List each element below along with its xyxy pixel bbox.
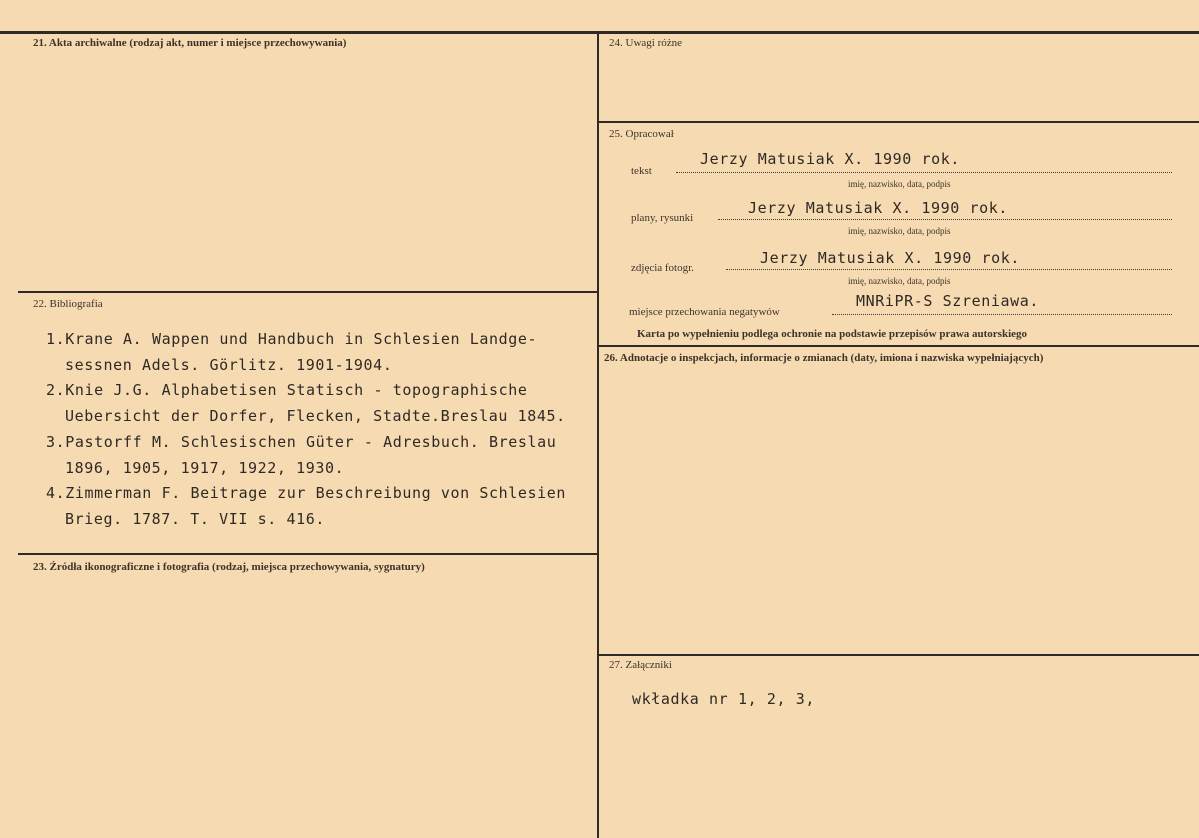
section-25-label: 25. Opracował [609,128,674,140]
tekst-line [676,172,1172,173]
bibliography-line: 4.Zimmerman F. Beitrage zur Beschreibung von Schlesien [46,484,567,503]
zdjecia-value: Jerzy Matusiak X. 1990 rok. [760,249,1021,267]
attachments-value: wkładka nr 1, 2, 3, [632,690,815,708]
bibliography-line: Brieg. 1787. T. VII s. 416. [65,509,326,528]
section-27-label: 27. Załączniki [609,659,672,671]
section-23-label: 23. Źródła ikonograficzne i fotografia (rodzaj, miejsca przechowywania, sygnatury) [33,561,425,573]
divider-24-25 [598,121,1199,123]
copyright-note: Karta po wypełnieniu podlega ochronie na podstawie przepisów prawa autorskiego [637,328,1028,340]
zdjecia-caption: imię, nazwisko, data, podpis [848,276,951,286]
negatywy-line [832,314,1172,315]
divider-26-27 [598,654,1199,656]
section-21-label: 21. Akta archiwalne (rodzaj akt, numer i miejsce przechowywania) [33,37,347,49]
bibliography-line: sessnen Adels. Görlitz. 1901-1904. [65,355,393,374]
top-border [0,31,1199,34]
plany-value: Jerzy Matusiak X. 1990 rok. [748,199,1009,217]
divider-22-23 [18,553,598,555]
negatywy-value: MNRiPR-S Szreniawa. [856,292,1039,310]
section-26-label: 26. Adnotacje o inspekcjach, informacje o zmianach (daty, imiona i nazwiska wypełniających) [604,352,1044,364]
tekst-value: Jerzy Matusiak X. 1990 rok. [700,150,961,168]
tekst-caption: imię, nazwisko, data, podpis [848,179,951,189]
bibliography-line: 1896, 1905, 1917, 1922, 1930. [65,458,345,477]
bibliography-line: 2.Knie J.G. Alphabetisen Statisch - topographische [46,381,528,400]
zdjecia-line [726,269,1172,270]
bibliography-list [46,327,606,533]
divider-21-22 [18,291,598,293]
plany-label: plany, rysunki [631,212,694,224]
plany-line [718,219,1172,220]
divider-25-26 [598,345,1199,347]
bibliography-line: 3.Pastorff M. Schlesischen Güter - Adresbuch. Breslau [46,432,557,451]
plany-caption: imię, nazwisko, data, podpis [848,226,951,236]
section-24-label: 24. Uwagi różne [609,37,683,49]
bibliography-line: 1.Krane A. Wappen und Handbuch in Schlesien Landge- [46,330,538,348]
section-22-label: 22. Bibliografia [33,298,103,310]
tekst-label: tekst [631,165,652,177]
negatywy-label: miejsce przechowania negatywów [629,306,780,318]
zdjecia-label: zdjęcia fotogr. [631,262,694,274]
bibliography-line: Uebersicht der Dorfer, Flecken, Stadte.Breslau 1845. [65,407,566,426]
